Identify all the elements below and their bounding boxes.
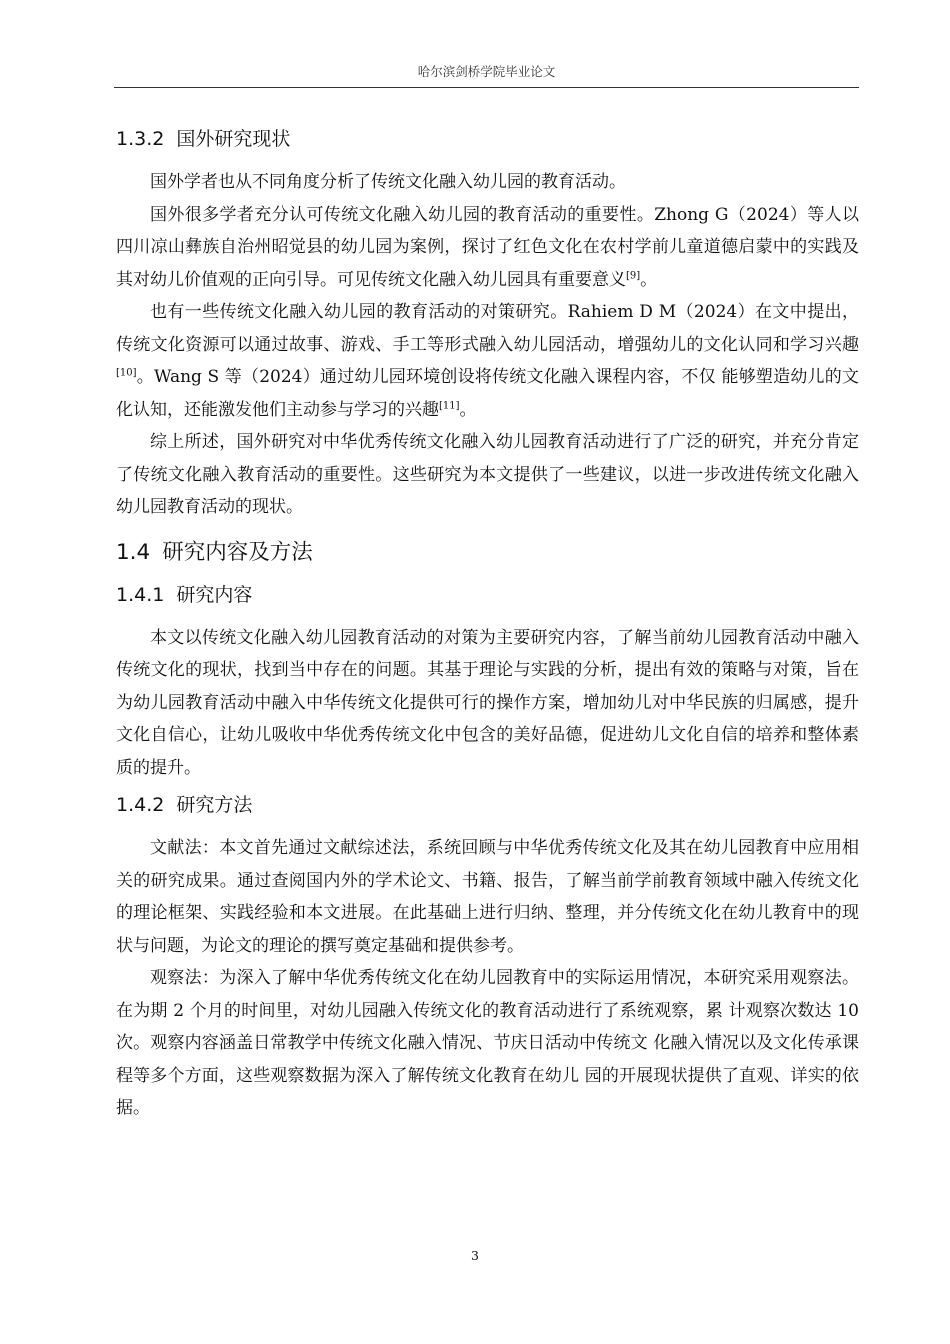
paragraph: 文献法：本文首先通过文献综述法，系统回顾与中华优秀传统文化及其在幼儿园教育中应用相关的研究成果。通过查阅国内外的学术论文、书籍、报告，了解当前学前教育领域中融入传统文化的理论框架、实践经验和本文进展。在此基础上进行归纳、整理，并分传统文化在幼儿教育中的现状与问题，为论文的理论的撰写奠定基础和提供参考。: [116, 838, 859, 956]
heading-number: 1.4: [116, 539, 151, 565]
paragraph: 综上所述，国外研究对中华优秀传统文化融入幼儿园教育活动进行了广泛的研究，并充分肯定了传统文化融入教育活动的重要性。这些研究为本文提供了一些建议，以进一步改进传统文化融入幼儿园教育活动的现状。: [116, 432, 859, 517]
heading-title: 研究方法: [176, 794, 253, 816]
heading-number: 1.4.1: [116, 583, 165, 606]
citation-ref: [10]: [116, 367, 137, 379]
paragraph: 国外学者也从不同角度分析了传统文化融入幼儿园的教育活动。: [150, 172, 626, 192]
paragraph: 本文以传统文化融入幼儿园教育活动的对策为主要研究内容，了解当前幼儿园教育活动中融入传统文化的现状，找到当中存在的问题。其基于理论与实践的分析，提出有效的策略与对策，旨在为幼儿园教育活动中融入中华传统文化提供可行的操作方案，增加幼儿对中华民族的归属感，提升文化自信心，让幼儿吸收中华优秀传统文化中包含的美好品德，促进幼儿文化自信的培养和整体素质的提升。: [116, 627, 859, 778]
paragraph: [116, 199, 859, 297]
heading-1-3-2: [116, 124, 859, 154]
heading-1-4: [116, 536, 859, 570]
page-body: [116, 118, 859, 1125]
paragraph: 观察法：为深入了解中华优秀传统文化在幼儿园教育中的实际运用情况，本研究采用观察法。在为期 2 个月的时间里，对幼儿园融入传统文化的教育活动进行了系统观察，累 计观察次数达 10 次。观察内容涵盖日常教学中传统文化融入情况、节庆日活动中传统文 化融入情况以及文化传承课程等多个方面，这些观察数据为深入了解传统文化教育在幼儿 园的开展现状提供了直观、详实的依据。: [116, 968, 859, 1118]
citation-ref: [9]: [626, 269, 641, 281]
page-number: 3: [471, 1248, 479, 1263]
paragraph-text: 。: [459, 399, 477, 420]
running-header: 哈尔滨剑桥学院毕业论文: [417, 64, 556, 79]
citation-ref: [11]: [439, 399, 460, 411]
paragraph-text: 。: [640, 269, 658, 290]
paragraph: [116, 296, 859, 426]
heading-1-4-2: [116, 790, 859, 820]
heading-title: 国外研究现状: [176, 128, 291, 150]
heading-number: 1.3.2: [116, 128, 165, 150]
heading-1-4-1: [116, 580, 859, 610]
paragraph-text: 。Wang S 等（2024）通过幼儿园环境创设将传统文化融入课程内容，不仅 能够塑造幼儿的文化认知，还能激发他们主动参与学习的兴趣: [116, 367, 859, 420]
heading-title: 研究内容及方法: [162, 539, 313, 565]
paragraph-text: 也有一些传统文化融入幼儿园的教育活动的对策研究。Rahiem D M（2024）在文中提出，传统文化资源可以通过故事、游戏、手工等形式融入幼儿园活动，增强幼儿的文化认同和学习兴趣: [116, 302, 859, 355]
header-rule: [114, 87, 859, 88]
heading-number: 1.4.2: [116, 794, 165, 816]
heading-title: 研究内容: [176, 583, 253, 606]
paragraph-text: 国外很多学者充分认可传统文化融入幼儿园的教育活动的重要性。Zhong G（2024）等人以四川凉山彝族自治州昭觉县的幼儿园为案例，探讨了红色文化在农村学前儿童道德启蒙中的实践及其对幼儿价值观的正向引导。可见传统文化融入幼儿园具有重要意义: [116, 204, 859, 290]
